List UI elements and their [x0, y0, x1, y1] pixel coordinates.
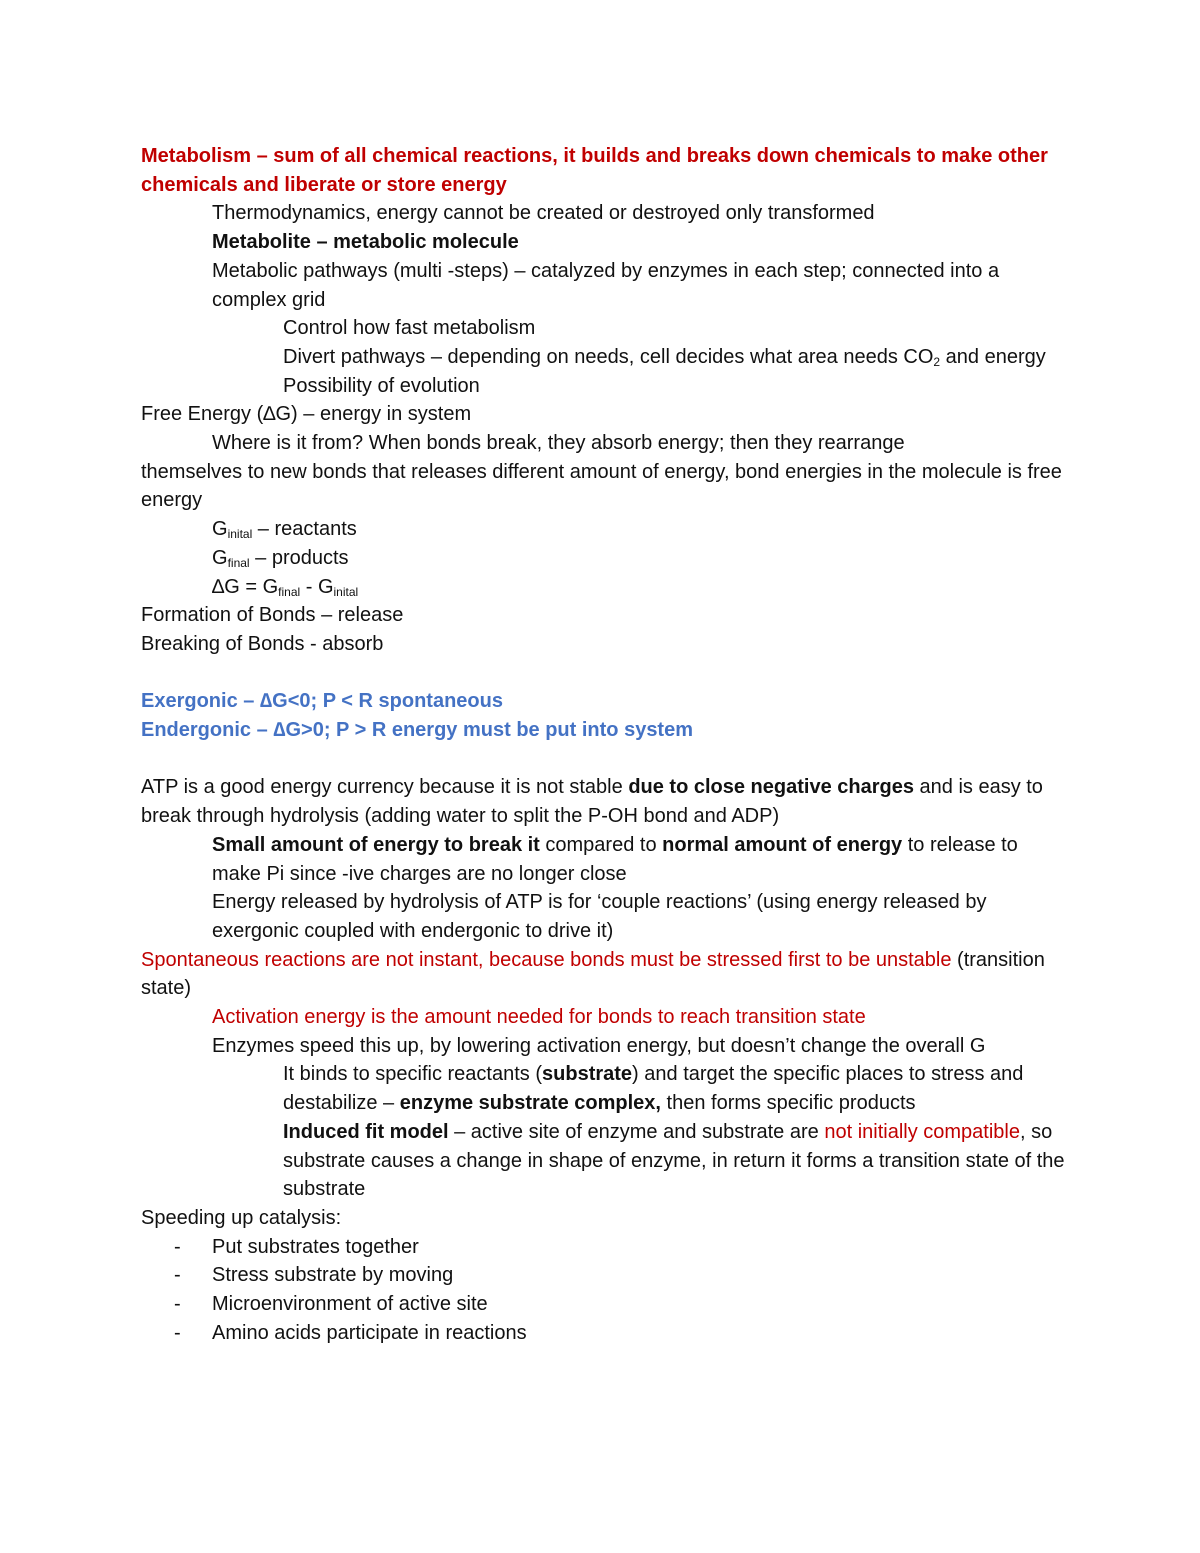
list-item — [141, 1233, 1071, 1262]
pathways-line: Metabolic pathways (multi -steps) – catalyzed by enzymes in each step; connected into a complex grid — [212, 259, 1000, 311]
g-initial-line — [141, 515, 1071, 544]
where-line: Where is it from? When bonds break, they absorb energy; then they rearrange — [212, 432, 905, 455]
divert-text: Divert pathways – depending on needs, cell decides what area needs CO — [283, 345, 934, 368]
small-energy-bold: Small amount of energy to break it — [212, 833, 540, 856]
formation-line: Formation of Bonds – release — [141, 604, 404, 627]
dash-bullet: - — [174, 1321, 181, 1344]
metabolism-heading: Metabolism – sum of all chemical reactions, it builds and breaks down chemicals to make other chemicals and liberate or store energy — [141, 145, 1048, 196]
minus-sign: - — [300, 575, 318, 598]
equals-sign: = — [239, 575, 263, 598]
small-energy-end: to release to make Pi since -ive charges are no longer close — [212, 833, 1018, 885]
divert-line — [141, 343, 1071, 372]
g-final-desc: – products — [249, 546, 349, 569]
where-continued: themselves to new bonds that releases different amount of energy, bond energies in the molecule is free energy — [141, 460, 1062, 512]
normal-energy-bold: normal amount of energy — [662, 833, 903, 856]
final-subscript: final — [278, 584, 301, 599]
g-letter: G — [317, 575, 334, 598]
list-item-text: Microenvironment of active site — [212, 1293, 488, 1316]
g-letter: G — [262, 575, 279, 598]
g-letter: G — [212, 518, 228, 541]
endergonic-line: Endergonic – ∆G>0; P > R energy must be put into system — [141, 719, 694, 742]
not-compatible-red: not initially compatible — [824, 1120, 1020, 1143]
induced-fit-line — [141, 1118, 1071, 1204]
atp-text-end: and is easy to break through hydrolysis (adding water to split the P-OH bond and ADP) — [141, 776, 1043, 828]
evolution-line: Possibility of evolution — [283, 374, 480, 397]
binds-text: It binds to specific reactants ( — [283, 1063, 543, 1086]
enzyme-complex-bold: enzyme substrate complex, — [399, 1092, 661, 1115]
g-initial-desc: – reactants — [252, 518, 357, 541]
spacer — [141, 659, 1071, 688]
spontaneous-line — [141, 946, 1071, 1003]
binds-text-end: then forms specific products — [660, 1092, 916, 1115]
exergonic-line: Exergonic – ∆G<0; P < R spontaneous — [141, 690, 503, 713]
initial-subscript: inital — [333, 584, 359, 599]
breaking-line: Breaking of Bonds - absorb — [141, 632, 384, 655]
divert-text-end: and energy — [940, 345, 1046, 368]
g-letter: G — [212, 546, 228, 569]
notes-content — [141, 142, 1071, 1348]
final-subscript: final — [227, 555, 250, 570]
substrate-bold: substrate — [542, 1063, 633, 1086]
list-item-text: Amino acids participate in reactions — [212, 1321, 527, 1344]
dash-bullet: - — [174, 1235, 181, 1258]
initial-subscript: inital — [227, 527, 253, 542]
binds-line — [141, 1060, 1071, 1117]
small-energy-line — [141, 831, 1071, 888]
free-energy-heading: Free Energy (∆G) – energy in system — [141, 403, 472, 426]
list-item — [141, 1319, 1071, 1348]
atp-paragraph — [141, 773, 1071, 830]
control-line: Control how fast metabolism — [283, 317, 536, 340]
metabolite-line: Metabolite – metabolic molecule — [212, 231, 519, 254]
induced-fit-text-end: , so substrate causes a change in shape of enzyme, in return it forms a transition state of the substrate — [283, 1120, 1065, 1201]
co2-subscript: 2 — [933, 354, 941, 369]
list-item — [141, 1290, 1071, 1319]
delta-g-equation — [141, 573, 1071, 602]
dash-bullet: - — [174, 1264, 181, 1287]
transition-state-text: (transition state) — [141, 948, 1045, 1000]
atp-bold-text: due to close negative charges — [628, 776, 914, 799]
thermodynamics-line: Thermodynamics, energy cannot be created or destroyed only transformed — [212, 202, 875, 225]
catalysis-list — [141, 1233, 1071, 1348]
induced-fit-text: – active site of enzyme and substrate are — [448, 1120, 825, 1143]
catalysis-heading: Speeding up catalysis: — [141, 1206, 342, 1229]
small-energy-mid: compared to — [539, 833, 663, 856]
couple-reactions-line: Energy released by hydrolysis of ATP is for ‘couple reactions’ (using energy released by exergonic coupled with endergonic to drive it) — [212, 891, 987, 942]
atp-text: ATP is a good energy currency because it is not stable — [141, 776, 629, 799]
spontaneous-red-text: Spontaneous reactions are not instant, because bonds must be stressed first to be unstable — [141, 948, 952, 971]
enzymes-line: Enzymes speed this up, by lowering activation energy, but doesn’t change the overall G — [212, 1034, 986, 1057]
spacer — [141, 745, 1071, 774]
delta-g: ∆G — [212, 575, 240, 598]
list-item-text: Put substrates together — [212, 1235, 419, 1258]
list-item-text: Stress substrate by moving — [212, 1264, 454, 1287]
list-item — [141, 1261, 1071, 1290]
dash-bullet: - — [174, 1293, 181, 1316]
binds-text-mid: ) and target the specific places to stress and destabilize – — [283, 1063, 1024, 1115]
g-final-line — [141, 544, 1071, 573]
induced-fit-bold: Induced fit model — [283, 1120, 449, 1143]
activation-energy-line: Activation energy is the amount needed for bonds to reach transition state — [212, 1006, 866, 1029]
